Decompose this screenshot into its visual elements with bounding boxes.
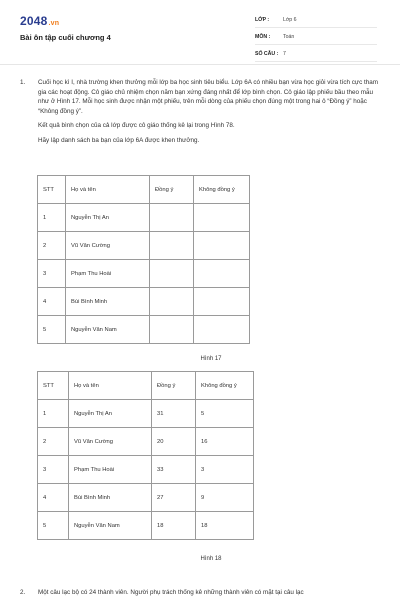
table-cell: 3	[38, 456, 69, 484]
column-header: Họ và tên	[69, 372, 152, 400]
question-paragraph: Cuối học kì I, nhà trường khen thưởng mỗi lớp ba học sinh tiêu biểu. Lớp 6A có nhiều bạn vừa học giỏi vừa tích cực tham gia các hoạt động. Cô giáo chủ nhiệm chọn năm bạn xứng đáng nhất để lớp bình chọn. Cô giáo lập phiếu bầu theo mẫu như ở Hình 17. Mỗi học sinh được nhận một phiếu, trên mỗi dòng của phiếu chọn đúng một trong hai ô “Đồng ý” hoặc “Không đồng ý”.	[38, 79, 379, 115]
table-header-row	[38, 372, 254, 400]
table-cell	[194, 260, 250, 288]
meta-row-question-count	[255, 47, 377, 62]
table-cell: Vũ Văn Cường	[69, 428, 152, 456]
table-row	[38, 484, 254, 512]
table-row	[38, 512, 254, 540]
table-cell	[150, 288, 194, 316]
table-cell	[150, 316, 194, 344]
table-row	[38, 316, 250, 344]
table-cell: 3	[196, 456, 254, 484]
document-title: Bài ôn tập cuối chương 4	[20, 33, 111, 42]
table-cell: Bùi Bình Minh	[69, 484, 152, 512]
meta-value: 7	[283, 51, 286, 57]
table-row	[38, 288, 250, 316]
table-cell: Phạm Thu Hoài	[66, 260, 150, 288]
table-cell: 33	[152, 456, 196, 484]
table-row	[38, 260, 250, 288]
table-cell: Nguyễn Thị An	[69, 400, 152, 428]
table-row	[38, 232, 250, 260]
question-1	[20, 78, 380, 151]
table-header-row	[38, 176, 250, 204]
table-cell	[194, 204, 250, 232]
table-cell: 27	[152, 484, 196, 512]
table-row	[38, 456, 254, 484]
column-header: Họ và tên	[66, 176, 150, 204]
meta-label: LỚP :	[255, 17, 270, 23]
table-cell: 2	[38, 428, 69, 456]
site-logo[interactable]: 2048.vn	[20, 14, 60, 28]
table-cell: 31	[152, 400, 196, 428]
table-cell: 5	[196, 400, 254, 428]
table-cell: 4	[38, 288, 66, 316]
meta-value: Lớp 6	[283, 17, 297, 23]
table-cell: Nguyễn Văn Nam	[66, 316, 150, 344]
column-header: Không đồng ý	[194, 176, 250, 204]
meta-label: MÔN :	[255, 34, 271, 40]
table-row	[38, 400, 254, 428]
table-cell: 1	[38, 204, 66, 232]
table-cell	[194, 288, 250, 316]
table-cell: 3	[38, 260, 66, 288]
figure-caption: Hình 17	[200, 356, 222, 362]
question-paragraph: Hãy lập danh sách ba bạn của lớp 6A được khen thưởng.	[38, 136, 200, 144]
table-cell	[150, 260, 194, 288]
question-2	[20, 588, 380, 603]
meta-row-class	[255, 13, 377, 28]
table-cell: Phạm Thu Hoài	[69, 456, 152, 484]
table-cell: 18	[196, 512, 254, 540]
table-cell	[150, 204, 194, 232]
question-paragraph: Kết quả bình chọn của cả lớp được cô giáo thống kê lại trong Hình 78.	[38, 122, 235, 130]
column-header: Đồng ý	[150, 176, 194, 204]
meta-row-subject	[255, 30, 377, 45]
table-cell: Bùi Bình Minh	[66, 288, 150, 316]
ballot-table	[37, 175, 250, 344]
column-header: STT	[38, 176, 66, 204]
table-cell: Vũ Văn Cường	[66, 232, 150, 260]
table-row	[38, 428, 254, 456]
table-cell	[150, 232, 194, 260]
column-header: Không đồng ý	[196, 372, 254, 400]
table-cell: 16	[196, 428, 254, 456]
table-cell: 1	[38, 400, 69, 428]
table-cell	[194, 316, 250, 344]
question-number: 2.	[20, 589, 26, 596]
table-cell: Nguyễn Thị An	[66, 204, 150, 232]
table-cell: 2	[38, 232, 66, 260]
worksheet-meta	[255, 13, 377, 64]
question-number: 1.	[20, 79, 26, 86]
table-cell: 9	[196, 484, 254, 512]
meta-label: SỐ CÂU :	[255, 51, 279, 57]
column-header: STT	[38, 372, 69, 400]
table-cell: 20	[152, 428, 196, 456]
table-cell: 5	[38, 316, 66, 344]
question-paragraph: Một câu lạc bộ có 24 thành viên. Người phụ trách thống kê những thành viên có mặt tại câu lạc	[38, 589, 304, 596]
column-header: Đồng ý	[152, 372, 196, 400]
table-cell: 4	[38, 484, 69, 512]
meta-value: Toán	[283, 34, 295, 40]
table-cell: 5	[38, 512, 69, 540]
table-cell: 18	[152, 512, 196, 540]
table-cell: Nguyễn Văn Nam	[69, 512, 152, 540]
figure-caption: Hình 18	[200, 556, 222, 562]
table-cell	[194, 232, 250, 260]
worksheet-header	[0, 0, 400, 65]
results-table	[37, 371, 254, 540]
table-row	[38, 204, 250, 232]
